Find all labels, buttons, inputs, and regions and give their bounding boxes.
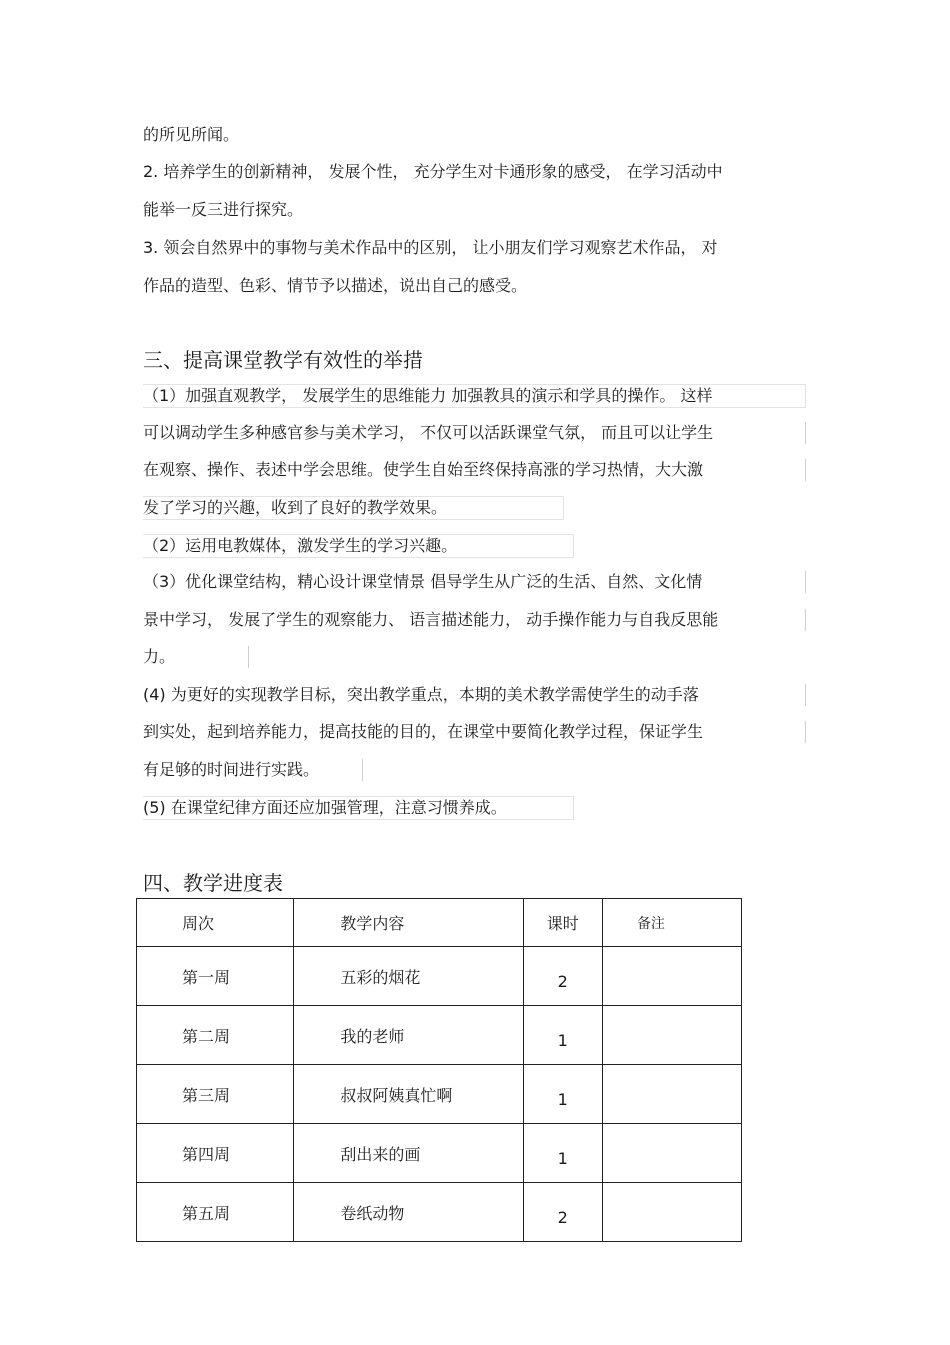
measure-line: 到实处，起到培养能力，提高技能的目的，在课堂中要简化教学过程，保证学生: [143, 721, 806, 743]
hours-cell: 1: [523, 1124, 602, 1183]
table-row: [137, 947, 742, 1006]
section-3-heading: 三、提高课堂教学有效性的举措: [143, 348, 423, 372]
measure-line: 有足够的时间进行实践。: [143, 759, 363, 781]
measure-line: （3）优化课堂结构，精心设计课堂情景 倡导学生从广泛的生活、自然、文化情: [143, 571, 806, 593]
measure-line: （2）运用电教媒体，激发学生的学习兴趣。: [143, 534, 574, 558]
header-week: 周次: [137, 899, 294, 947]
goal-text-line: 的所见所闻。: [143, 125, 240, 144]
measure-line: 发了学习的兴趣，收到了良好的教学效果。: [143, 496, 564, 520]
table-row: [137, 1006, 742, 1065]
notes-cell: [602, 1183, 741, 1242]
week-cell: 第五周: [137, 1183, 294, 1242]
section-4-heading: 四、教学进度表: [143, 871, 283, 895]
content-cell: 五彩的烟花: [294, 947, 523, 1006]
goal-text-line: 2. 培养学生的创新精神， 发展个性， 充分学生对卡通形象的感受， 在学习活动中: [143, 162, 723, 181]
goal-text-line: 作品的造型、色彩、情节予以描述，说出自己的感受。: [143, 276, 528, 295]
table-row: [137, 1124, 742, 1183]
goal-text-line: 能举一反三进行探究。: [143, 200, 304, 219]
table-header-row: [137, 899, 742, 947]
notes-cell: [602, 1065, 741, 1124]
hours-cell: 1: [523, 1065, 602, 1124]
measure-line: 景中学习， 发展了学生的观察能力、 语言描述能力， 动手操作能力与自我反思能: [143, 609, 806, 631]
hours-cell: 1: [523, 1006, 602, 1065]
table-row: [137, 1065, 742, 1124]
week-cell: 第二周: [137, 1006, 294, 1065]
measure-line: (4) 为更好的实现教学目标，突出教学重点，本期的美术教学需使学生的动手落: [143, 684, 806, 706]
goal-text-line: 3. 领会自然界中的事物与美术作品中的区别， 让小朋友们学习观察艺术作品， 对: [143, 238, 718, 257]
notes-cell: [602, 1124, 741, 1183]
header-content: 教学内容: [294, 899, 523, 947]
teaching-schedule-table: [136, 898, 742, 1242]
content-cell: 叔叔阿姨真忙啊: [294, 1065, 523, 1124]
content-cell: 刮出来的画: [294, 1124, 523, 1183]
notes-cell: [602, 947, 741, 1006]
hours-cell: 2: [523, 947, 602, 1006]
content-cell: 我的老师: [294, 1006, 523, 1065]
measure-line: 可以调动学生多种感官参与美术学习， 不仅可以活跃课堂气氛， 而且可以让学生: [143, 422, 806, 444]
notes-cell: [602, 1006, 741, 1065]
measure-line: 在观察、操作、表述中学会思维。使学生自始至终保持高涨的学习热情，大大激: [143, 459, 806, 481]
week-cell: 第一周: [137, 947, 294, 1006]
measure-line: 力。: [143, 646, 249, 668]
content-cell: 卷纸动物: [294, 1183, 523, 1242]
table-row: [137, 1183, 742, 1242]
week-cell: 第四周: [137, 1124, 294, 1183]
measure-line: (5) 在课堂纪律方面还应加强管理，注意习惯养成。: [143, 796, 574, 820]
measure-line: （1）加强直观教学， 发展学生的思维能力 加强教具的演示和学具的操作。 这样: [143, 384, 806, 408]
week-cell: 第三周: [137, 1065, 294, 1124]
header-notes: 备注: [602, 899, 741, 947]
hours-cell: 2: [523, 1183, 602, 1242]
header-hours: 课时: [523, 899, 602, 947]
